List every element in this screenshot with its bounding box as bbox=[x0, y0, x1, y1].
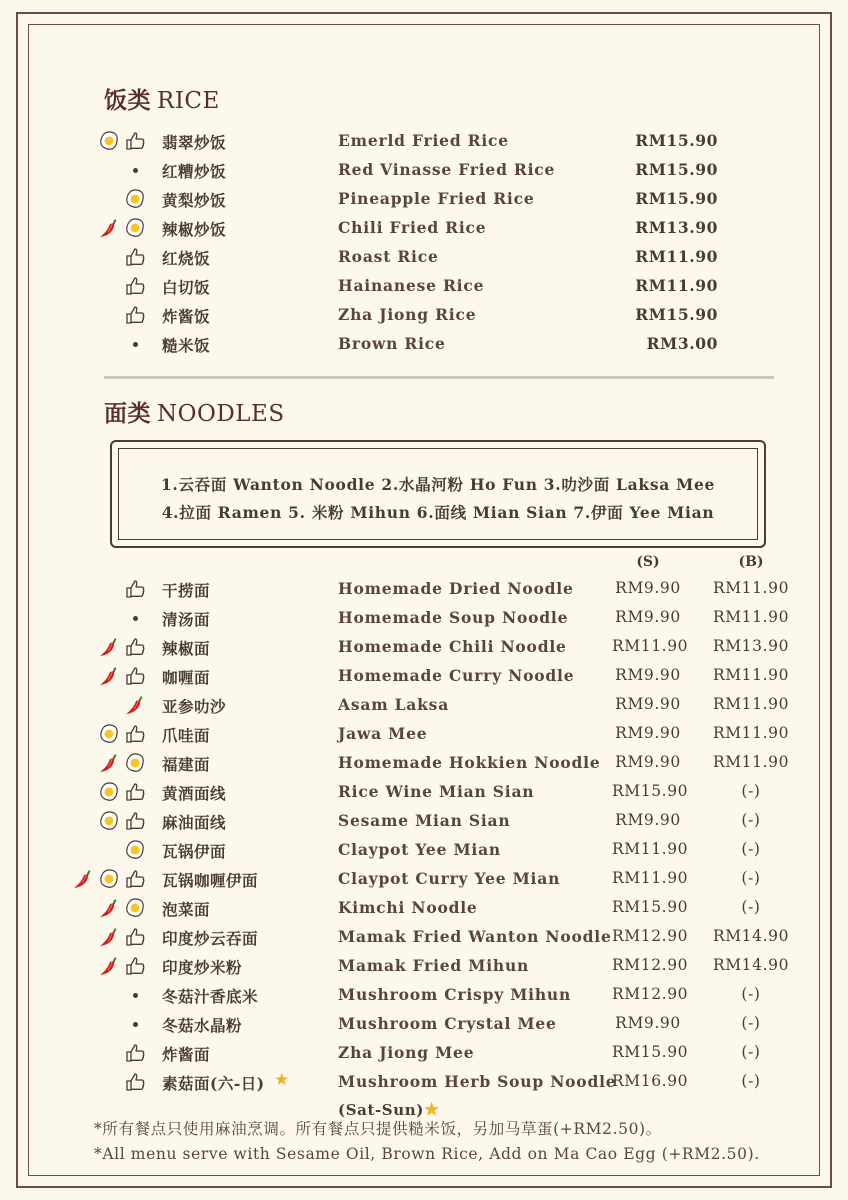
menu-row bbox=[0, 663, 848, 689]
item-price-big: (-) bbox=[741, 985, 761, 1003]
item-price-small: RM9.90 bbox=[615, 666, 681, 684]
item-icons bbox=[98, 665, 146, 687]
menu-row bbox=[0, 837, 848, 863]
item-price-big: (-) bbox=[741, 782, 761, 800]
item-icons bbox=[124, 246, 146, 268]
item-name-cn: 炸酱饭 bbox=[162, 307, 211, 326]
item-name-cn: 印度炒米粉 bbox=[162, 958, 243, 977]
item-price-small: RM12.90 bbox=[612, 927, 689, 945]
item-price: RM11.90 bbox=[635, 276, 718, 295]
item-name-en: Brown Rice bbox=[338, 334, 446, 353]
item-price-big: (-) bbox=[741, 1043, 761, 1061]
item-icons bbox=[124, 607, 146, 629]
noodles-title-cn: 面类 bbox=[104, 400, 151, 427]
chili-icon bbox=[98, 665, 120, 687]
item-name-en: Rice Wine Mian Sian bbox=[338, 782, 535, 801]
menu-row bbox=[0, 750, 848, 776]
menu-row bbox=[0, 1040, 848, 1066]
item-price-small: RM15.90 bbox=[612, 782, 689, 800]
item-name-en: Asam Laksa bbox=[338, 695, 450, 714]
menu-row bbox=[0, 215, 848, 241]
item-price-big: RM11.90 bbox=[712, 695, 790, 713]
egg-icon bbox=[98, 781, 120, 803]
item-price-small: RM16.90 bbox=[612, 1072, 689, 1090]
item-price-small: RM9.90 bbox=[615, 753, 681, 771]
egg-icon bbox=[124, 839, 146, 861]
item-name-en: Red Vinasse Fried Rice bbox=[338, 160, 556, 179]
star-icon: ★ bbox=[274, 1070, 290, 1090]
item-price-small: RM9.90 bbox=[615, 608, 681, 626]
item-price-big: RM11.90 bbox=[712, 608, 790, 626]
item-price-small: RM9.90 bbox=[615, 579, 681, 597]
item-name-cn: 麻油面线 bbox=[162, 813, 227, 832]
item-price-big: RM11.90 bbox=[712, 666, 790, 684]
item-name-cn: 福建面 bbox=[162, 755, 211, 774]
item-price: RM15.90 bbox=[635, 131, 718, 150]
item-price-small: RM12.90 bbox=[612, 985, 689, 1003]
item-icons bbox=[124, 984, 146, 1006]
item-price-small: RM9.90 bbox=[615, 1014, 681, 1032]
item-price-big: RM14.90 bbox=[712, 956, 790, 974]
thumbs-up-icon bbox=[124, 723, 146, 745]
item-name-en: Chili Fried Rice bbox=[338, 218, 487, 237]
bullet-icon bbox=[124, 159, 146, 181]
item-name-cn: 黄梨炒饭 bbox=[162, 191, 227, 210]
rice-title-en: RICE bbox=[157, 88, 220, 114]
item-name-cn: 泡菜面 bbox=[162, 900, 211, 919]
item-price-big: RM14.90 bbox=[712, 927, 790, 945]
item-price-small: RM11.90 bbox=[612, 637, 689, 655]
item-name-en: Mushroom Crispy Mihun bbox=[338, 985, 572, 1004]
egg-icon bbox=[124, 897, 146, 919]
item-name-en: Homemade Curry Noodle bbox=[338, 666, 575, 685]
item-name-cn: 黄酒面线 bbox=[162, 784, 227, 803]
egg-icon bbox=[98, 723, 120, 745]
item-name-en: Pineapple Fried Rice bbox=[338, 189, 535, 208]
item-name-en: Homemade Dried Noodle bbox=[338, 579, 574, 598]
item-name-cn: 爪哇面 bbox=[162, 726, 211, 745]
item-name-cn: 辣椒炒饭 bbox=[162, 220, 227, 239]
item-name-cn: 瓦锅伊面 bbox=[162, 842, 227, 861]
noodle-types-box-inner bbox=[118, 448, 758, 540]
egg-icon bbox=[98, 810, 120, 832]
egg-icon bbox=[124, 188, 146, 210]
thumbs-up-icon bbox=[124, 955, 146, 977]
note-english: *All menu serve with Sesame Oil, Brown Rice, Add on Ma Cao Egg (+RM2.50). bbox=[94, 1145, 760, 1163]
item-icons bbox=[124, 304, 146, 326]
item-icons bbox=[98, 781, 146, 803]
noodle-types-line-2: 4.拉面 Ramen 5. 米粉 Mihun 6.面线 Mian Sian 7.伊面 Yee Mian bbox=[161, 503, 715, 522]
item-name-en: Mushroom Crystal Mee bbox=[338, 1014, 557, 1033]
menu-row bbox=[0, 721, 848, 747]
item-name-cn: 亚参叻沙 bbox=[162, 697, 227, 716]
item-name-en: Homemade Soup Noodle bbox=[338, 608, 569, 627]
chili-icon bbox=[98, 752, 120, 774]
section-divider bbox=[104, 376, 774, 379]
thumbs-up-icon bbox=[124, 130, 146, 152]
rice-title-cn: 饭类 bbox=[104, 87, 151, 114]
noodle-types-box bbox=[110, 440, 766, 548]
item-name-cn: 印度炒云吞面 bbox=[162, 929, 259, 948]
item-icons bbox=[124, 1042, 146, 1064]
item-name-en: Emerld Fried Rice bbox=[338, 131, 509, 150]
item-icons bbox=[98, 955, 146, 977]
menu-row bbox=[0, 576, 848, 602]
menu-row bbox=[0, 779, 848, 805]
item-name-cn: 清汤面 bbox=[162, 610, 211, 629]
item-name-cn: 翡翠炒饭 bbox=[162, 133, 227, 152]
item-price-big: (-) bbox=[741, 869, 761, 887]
menu-row bbox=[0, 128, 848, 154]
item-price-big: RM11.90 bbox=[712, 724, 790, 742]
menu-row bbox=[0, 953, 848, 979]
item-name-en: Claypot Curry Yee Mian bbox=[338, 869, 561, 888]
item-name-en: Zha Jiong Mee bbox=[338, 1043, 475, 1062]
item-name-cn: 干捞面 bbox=[162, 581, 211, 600]
item-price-small: RM15.90 bbox=[612, 1043, 689, 1061]
menu-row bbox=[0, 273, 848, 299]
menu-row bbox=[0, 866, 848, 892]
item-name-cn: 白切饭 bbox=[162, 278, 211, 297]
item-name-en: Mamak Fried Wanton Noodle bbox=[338, 927, 612, 946]
item-price-small: RM9.90 bbox=[615, 695, 681, 713]
menu-row bbox=[0, 1069, 848, 1120]
item-price-small: RM12.90 bbox=[612, 956, 689, 974]
thumbs-up-icon bbox=[124, 578, 146, 600]
item-price-big: (-) bbox=[741, 840, 761, 858]
item-name-en: Kimchi Noodle bbox=[338, 898, 478, 917]
item-name-en: Sesame Mian Sian bbox=[338, 811, 511, 830]
egg-icon bbox=[98, 130, 120, 152]
item-price: RM13.90 bbox=[635, 218, 718, 237]
item-name-cn: 咖喱面 bbox=[162, 668, 211, 687]
egg-icon bbox=[124, 217, 146, 239]
noodles-section-title bbox=[104, 395, 285, 428]
item-name-en: Roast Rice bbox=[338, 247, 439, 266]
item-price-big: (-) bbox=[741, 1014, 761, 1032]
item-icons bbox=[124, 333, 146, 355]
bullet-icon bbox=[124, 333, 146, 355]
item-price: RM15.90 bbox=[635, 160, 718, 179]
chili-icon bbox=[98, 955, 120, 977]
item-name-cn: 素菇面(六-日) bbox=[162, 1074, 265, 1093]
menu-row bbox=[0, 692, 848, 718]
item-name-en: Mamak Fried Mihun bbox=[338, 956, 530, 975]
item-icons bbox=[98, 217, 146, 239]
bullet-icon bbox=[124, 607, 146, 629]
menu-row bbox=[0, 302, 848, 328]
egg-icon bbox=[98, 868, 120, 890]
item-price-big: RM11.90 bbox=[712, 579, 790, 597]
item-name-en: Zha Jiong Rice bbox=[338, 305, 477, 324]
menu-row bbox=[0, 157, 848, 183]
item-icons bbox=[98, 636, 146, 658]
item-icons bbox=[98, 810, 146, 832]
item-icons bbox=[124, 275, 146, 297]
item-price: RM15.90 bbox=[635, 305, 718, 324]
chili-icon bbox=[98, 897, 120, 919]
egg-icon bbox=[124, 752, 146, 774]
item-icons bbox=[124, 694, 146, 716]
bullet-icon bbox=[124, 984, 146, 1006]
column-header-big: (B) bbox=[738, 554, 764, 570]
item-icons bbox=[72, 868, 146, 890]
thumbs-up-icon bbox=[124, 781, 146, 803]
item-price-small: RM11.90 bbox=[612, 869, 689, 887]
item-name-en: Homemade Hokkien Noodle bbox=[338, 753, 601, 772]
menu-row bbox=[0, 808, 848, 834]
item-name-cn: 冬菇水晶粉 bbox=[162, 1016, 243, 1035]
item-icons bbox=[98, 926, 146, 948]
item-icons bbox=[98, 130, 146, 152]
item-name-cn: 瓦锅咖喱伊面 bbox=[162, 871, 259, 890]
thumbs-up-icon bbox=[124, 636, 146, 658]
column-header-small: (S) bbox=[636, 554, 660, 570]
star-icon: ★ bbox=[423, 1100, 440, 1120]
menu-row bbox=[0, 982, 848, 1008]
menu-row bbox=[0, 924, 848, 950]
item-name-cn: 糙米饭 bbox=[162, 336, 211, 355]
item-price-small: RM9.90 bbox=[615, 811, 681, 829]
item-price-small: RM15.90 bbox=[612, 898, 689, 916]
chili-icon bbox=[72, 868, 94, 890]
item-name-cn: 红烧饭 bbox=[162, 249, 211, 268]
chili-icon bbox=[98, 926, 120, 948]
thumbs-up-icon bbox=[124, 246, 146, 268]
item-price: RM3.00 bbox=[646, 334, 718, 353]
item-price: RM15.90 bbox=[635, 189, 718, 208]
thumbs-up-icon bbox=[124, 926, 146, 948]
item-name-cn: 辣椒面 bbox=[162, 639, 211, 658]
item-name-cn: 炸酱面 bbox=[162, 1045, 211, 1064]
item-price-small: RM9.90 bbox=[615, 724, 681, 742]
thumbs-up-icon bbox=[124, 868, 146, 890]
chili-icon bbox=[98, 217, 120, 239]
item-icons bbox=[124, 188, 146, 210]
thumbs-up-icon bbox=[124, 275, 146, 297]
bullet-icon bbox=[124, 1013, 146, 1035]
chili-icon bbox=[98, 636, 120, 658]
item-name-en-sub: (Sat-Sun)★ bbox=[338, 1100, 440, 1120]
item-name-en: Jawa Mee bbox=[338, 724, 428, 743]
item-name-en: Homemade Chili Noodle bbox=[338, 637, 567, 656]
item-price-big: RM11.90 bbox=[712, 753, 790, 771]
noodle-types-line-1: 1.云吞面 Wanton Noodle 2.水晶河粉 Ho Fun 3.叻沙面 Laksa Mee bbox=[160, 475, 716, 494]
note-chinese: *所有餐点只使用麻油烹调。所有餐点只提供糙米饭，另加马草蛋(+RM2.50)。 bbox=[94, 1120, 662, 1138]
item-icons bbox=[124, 839, 146, 861]
item-name-en: Hainanese Rice bbox=[338, 276, 485, 295]
item-name-cn: 冬菇汁香底米 bbox=[162, 987, 259, 1006]
item-icons bbox=[98, 723, 146, 745]
menu-row bbox=[0, 895, 848, 921]
item-price-small: RM11.90 bbox=[612, 840, 689, 858]
item-icons bbox=[124, 159, 146, 181]
item-icons bbox=[98, 897, 146, 919]
item-price-big: (-) bbox=[741, 811, 761, 829]
item-icons bbox=[124, 1071, 146, 1093]
thumbs-up-icon bbox=[124, 1042, 146, 1064]
item-icons bbox=[98, 752, 146, 774]
thumbs-up-icon bbox=[124, 665, 146, 687]
menu-row bbox=[0, 605, 848, 631]
item-price-big: RM13.90 bbox=[712, 637, 790, 655]
thumbs-up-icon bbox=[124, 304, 146, 326]
chili-icon bbox=[124, 694, 146, 716]
noodles-title-en: NOODLES bbox=[157, 401, 285, 427]
item-name-en: Mushroom Herb Soup Noodle bbox=[338, 1072, 617, 1091]
item-icons bbox=[124, 578, 146, 600]
item-name-en: Claypot Yee Mian bbox=[338, 840, 502, 859]
menu-row bbox=[0, 634, 848, 660]
menu-row bbox=[0, 244, 848, 270]
item-price-big: (-) bbox=[741, 1072, 761, 1090]
menu-row bbox=[0, 1011, 848, 1037]
thumbs-up-icon bbox=[124, 1071, 146, 1093]
item-price-big: (-) bbox=[741, 898, 761, 916]
item-price: RM11.90 bbox=[635, 247, 718, 266]
thumbs-up-icon bbox=[124, 810, 146, 832]
menu-row bbox=[0, 186, 848, 212]
menu-row bbox=[0, 331, 848, 357]
rice-section-title bbox=[104, 82, 220, 115]
item-name-cn: 红糟炒饭 bbox=[162, 162, 227, 181]
item-icons bbox=[124, 1013, 146, 1035]
